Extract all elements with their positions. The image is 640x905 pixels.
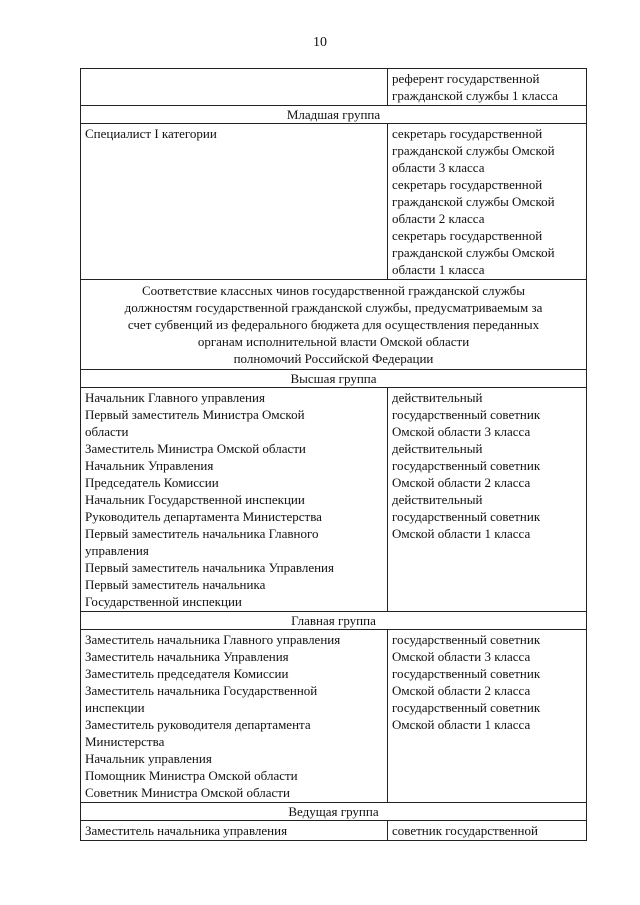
group-header-highest: Высшая группа	[81, 370, 587, 388]
group-header-junior: Младшая группа	[81, 106, 587, 124]
cell-text-line: Министерства	[85, 734, 165, 749]
cell-text-line: Заместитель начальника Государственной	[85, 683, 318, 698]
cell-text-line: гражданской службы Омской	[392, 194, 555, 209]
cell-text-line: Омской области 2 класса	[392, 475, 531, 490]
cell-text-line: Заместитель руководителя департамента	[85, 717, 311, 732]
cell-text-line: секретарь государственной	[392, 177, 543, 192]
cell-text-line: действительный	[392, 441, 483, 456]
cell-text-line: государственный советник	[392, 458, 541, 473]
cell-text-line: Председатель Комиссии	[85, 475, 219, 490]
cell-text-line: гражданской службы Омской	[392, 245, 555, 260]
cell-text-line: Начальник Государственной инспекции	[85, 492, 305, 507]
cell-text-line: Омской области 3 класса	[392, 649, 531, 664]
cell-text-line: Помощник Министра Омской области	[85, 768, 298, 783]
table-row	[81, 803, 587, 821]
table-row	[81, 69, 587, 106]
page-number: 10	[313, 35, 327, 50]
cell-text-line: Омской области 1 класса	[392, 526, 531, 541]
cell-text-line: Соответствие классных чинов государственной гражданской службы	[141, 283, 526, 298]
group-header-leading: Ведущая группа	[81, 803, 587, 821]
cell-text-line: Заместитель Министра Омской области	[85, 441, 306, 456]
cell-text-line: инспекции	[85, 700, 145, 715]
position-cell	[81, 388, 388, 612]
class-rank-cell	[388, 821, 587, 841]
cell-text-line: Первый заместитель начальника Главного	[85, 526, 319, 541]
cell-text-line: государственный советник	[392, 632, 541, 647]
cell-text-line: Заместитель председателя Комиссии	[85, 666, 289, 681]
cell-text-line: государственный советник	[392, 407, 541, 422]
class-rank-cell	[388, 388, 587, 612]
cell-text-line: гражданской службы Омской	[392, 143, 555, 158]
cell-text-line: референт государственной	[392, 71, 540, 86]
cell-text-line: Начальник управления	[85, 751, 212, 766]
cell-text-line: Первый заместитель начальника Управления	[85, 560, 334, 575]
cell-text-line: Специалист I категории	[85, 126, 217, 141]
cell-text-line: государственный советник	[392, 700, 541, 715]
cell-text-line: действительный	[392, 390, 483, 405]
position-cell	[81, 124, 388, 280]
cell-text-line: Руководитель департамента Министерства	[85, 509, 322, 524]
table-row	[81, 821, 587, 841]
cell-text-line: секретарь государственной	[392, 228, 543, 243]
cell-text-line: области	[85, 424, 129, 439]
table-row	[81, 388, 587, 612]
cell-text-line: Заместитель начальника Главного управления	[85, 632, 341, 647]
cell-text-line: области 3 класса	[392, 160, 485, 175]
group-header-main: Главная группа	[81, 612, 587, 630]
cell-text-line: Заместитель начальника Управления	[85, 649, 289, 664]
cell-text-line: Первый заместитель Министра Омской	[85, 407, 305, 422]
table-row	[81, 612, 587, 630]
table-row	[81, 280, 587, 370]
cell-text-line: государственный советник	[392, 509, 541, 524]
section-heading	[81, 280, 587, 370]
cell-text-line: Омской области 2 класса	[392, 683, 531, 698]
cell-text-line: Начальник Управления	[85, 458, 214, 473]
cell-text-line: области 1 класса	[392, 262, 485, 277]
cell-text-line: органам исполнительной власти Омской области	[197, 334, 470, 349]
class-rank-cell	[388, 630, 587, 803]
cell-text-line: секретарь государственной	[392, 126, 543, 141]
table-row	[81, 370, 587, 388]
cell-text-line: Начальник Главного управления	[85, 390, 265, 405]
cell-text-line: Омской области 1 класса	[392, 717, 531, 732]
cell-text-line: государственный советник	[392, 666, 541, 681]
cell-text-line: Первый заместитель начальника	[85, 577, 266, 592]
class-rank-cell	[388, 124, 587, 280]
position-cell	[81, 630, 388, 803]
cell-text-line: советник государственной	[392, 823, 538, 838]
cell-text-line: управления	[85, 543, 149, 558]
position-cell	[81, 69, 388, 106]
cell-text-line: действительный	[392, 492, 483, 507]
cell-text-line: должностям государственной гражданской службы, предусматриваемым за	[124, 300, 543, 315]
position-cell	[81, 821, 388, 841]
table-row	[81, 124, 587, 280]
cell-text-line: Государственной инспекции	[85, 594, 242, 609]
cell-text-line: полномочий Российской Федерации	[233, 351, 434, 366]
rank-correspondence-table	[80, 68, 587, 841]
cell-text-line: счет субвенций из федерального бюджета для осуществления переданных	[127, 317, 540, 332]
cell-text-line: гражданской службы 1 класса	[392, 88, 558, 103]
cell-text-line: Заместитель начальника управления	[85, 823, 288, 838]
class-rank-cell	[388, 69, 587, 106]
cell-text-line: области 2 класса	[392, 211, 485, 226]
cell-text-line: Советник Министра Омской области	[85, 785, 290, 800]
table-row	[81, 630, 587, 803]
table-row	[81, 106, 587, 124]
cell-text-line: Омской области 3 класса	[392, 424, 531, 439]
